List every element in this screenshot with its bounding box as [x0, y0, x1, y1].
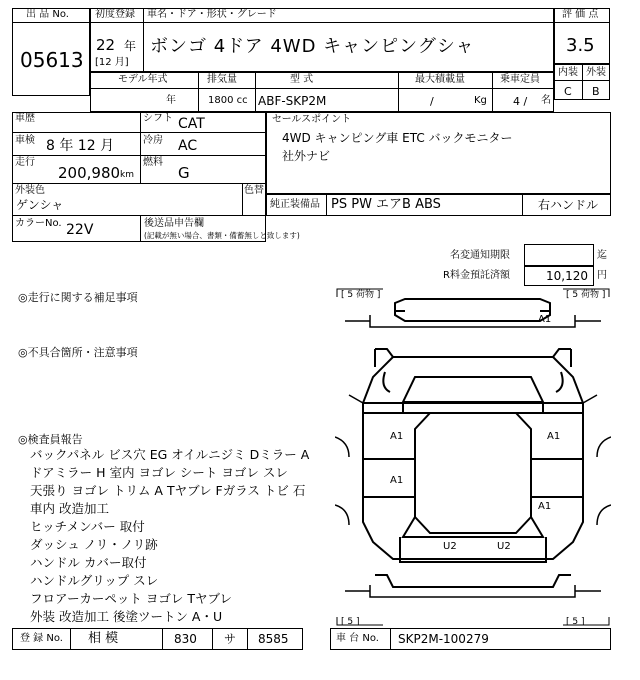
handle-value: 右ハンドル	[538, 198, 599, 212]
reg-number: 8585	[258, 632, 289, 646]
report-line: 天張り ヨゴレ トリム A Tヤブレ Fガラス トビ 石	[30, 483, 306, 498]
corner-label-top-right: [ 5 荷物 ]	[566, 290, 606, 300]
reg-year: 22	[96, 36, 116, 54]
color-no-label: カラーNo.	[15, 218, 62, 229]
interior-grade: C	[564, 85, 572, 98]
recycle-unit: 円	[597, 270, 607, 281]
report-line: ダッシュ ノリ・ノリ跡	[30, 537, 158, 552]
mileage-value: 200,980	[58, 164, 121, 182]
capacity-unit: 名	[541, 95, 551, 106]
inspection-value: 8 年 12 月	[46, 138, 115, 154]
report-line: ヒッチメンバー 取付	[30, 519, 145, 534]
reg-kana: サ	[224, 632, 237, 646]
sales-label: セールスポイント	[272, 114, 352, 125]
displacement-label: 排気量	[207, 74, 237, 85]
shift-label: シフト	[143, 113, 173, 124]
fuel-label: 燃料	[143, 157, 163, 168]
type-value: ABF-SKP2M	[258, 94, 327, 108]
sales-line1: 4WD キャンピング車 ETC バックモニター	[282, 131, 513, 145]
name-change-box	[524, 244, 594, 266]
driving-notes-heading: ◎走行に関する補足事項	[18, 291, 138, 304]
history-label: 車歴	[15, 113, 35, 124]
reg-year-unit: 年	[124, 39, 137, 53]
damage-mark: A1	[547, 431, 561, 442]
damage-mark: A1	[538, 501, 552, 512]
report-line: フロアーカーペット ヨゴレ Tヤブレ	[30, 591, 232, 606]
color-change-label: 色替	[244, 185, 264, 196]
corner-label-bottom-left: [ 5 ]	[341, 617, 360, 627]
model-year-label: モデル年式	[118, 74, 168, 85]
recycle-label: R料金預託済額	[443, 270, 510, 281]
color-label: 外装色	[15, 185, 45, 196]
chassis-number: SKP2M-100279	[398, 632, 489, 646]
mileage-label: 走行	[15, 157, 35, 168]
later-note: (記載が無い場合、書類・備蓄無しと致します)	[144, 231, 300, 240]
shift-value: CAT	[178, 116, 205, 132]
capacity-label: 乗車定員	[500, 74, 540, 85]
corner-label-top-left: [ 5 荷物 ]	[341, 290, 381, 300]
name-change-label: 名変通知期限	[450, 250, 510, 261]
reg-area: 相 模	[88, 631, 119, 646]
report-line: 外装 改造加工 後塗ツートン A・U	[30, 609, 223, 624]
inspector-report-heading: ◎検査員報告	[18, 433, 83, 446]
inspection-label: 車検	[15, 135, 35, 146]
defect-notes-heading: ◎不具合箇所・注意事項	[18, 346, 138, 359]
report-line: バックパネル ビス穴 EG オイルニジミ Dミラー A	[30, 447, 310, 462]
lot-label: 出 品 No.	[26, 9, 69, 20]
interior-label: 内装	[558, 67, 578, 78]
displacement-value: 1800 cc	[208, 95, 248, 106]
ac-value: AC	[178, 138, 198, 154]
reg-no-label: 登 録 No.	[20, 633, 63, 644]
mileage-unit: km	[120, 170, 134, 180]
corner-label-bottom-right: [ 5 ]	[566, 617, 585, 627]
exterior-grade: B	[592, 85, 600, 98]
exterior-label: 外装	[586, 67, 606, 78]
report-line: 車内 改造加工	[30, 501, 109, 516]
equip-label: 純正装備品	[270, 199, 320, 210]
reg-class: 830	[174, 632, 197, 646]
damage-mark: U2	[497, 541, 511, 552]
later-label: 後送品申告欄	[144, 218, 204, 229]
max-load-label: 最大積載量	[415, 74, 465, 85]
report-line: ハンドルグリップ スレ	[30, 573, 159, 588]
ac-label: 冷房	[143, 135, 163, 146]
chassis-label: 車 台 No.	[336, 633, 379, 644]
damage-mark: A1	[390, 475, 404, 486]
type-label: 型 式	[290, 74, 314, 85]
sales-line2: 社外ナビ	[282, 149, 331, 163]
max-load-unit: Kg	[474, 95, 487, 106]
name-change-unit: 迄	[597, 250, 607, 261]
reg-label: 初度登録	[95, 9, 135, 20]
lot-number: 05613	[20, 48, 84, 72]
damage-mark: U2	[443, 541, 457, 552]
recycle-value: 10,120	[546, 269, 588, 283]
model-year-unit: 年	[166, 95, 176, 106]
damage-mark: A1	[390, 431, 404, 442]
report-line: ドアミラー H 室内 ヨゴレ シート ヨゴレ スレ	[30, 465, 288, 480]
equip-value: PS PW エアB ABS	[331, 197, 441, 212]
color-value: ゲンシャ	[16, 198, 64, 212]
capacity-value: 4 /	[513, 95, 528, 108]
report-line: ハンドル カバー取付	[30, 555, 147, 570]
fuel-value: G	[178, 164, 190, 182]
score-label: 評 価 点	[562, 9, 599, 20]
reg-month: [12 月]	[95, 57, 129, 68]
score-value: 3.5	[566, 35, 595, 56]
car-name: ボンゴ 4ドア 4WD キャンピングシャ	[150, 36, 475, 57]
max-load-value: /	[430, 95, 434, 108]
color-no-value: 22V	[66, 222, 94, 238]
title-label: 車名・ドア・形状・グレード	[147, 9, 277, 20]
damage-diagram	[335, 287, 611, 627]
damage-mark: A1	[538, 314, 552, 325]
